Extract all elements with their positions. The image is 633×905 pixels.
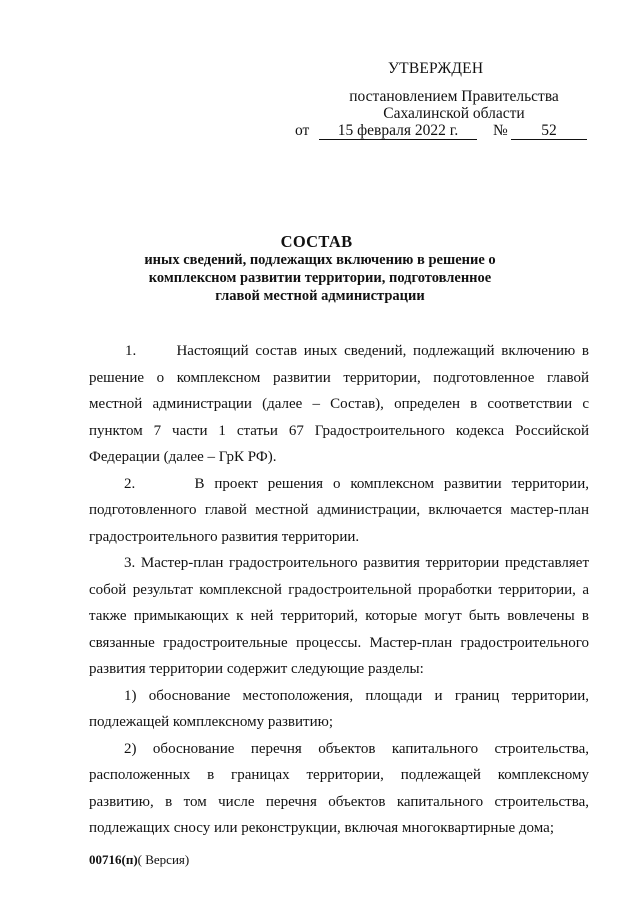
document-footer <box>89 852 189 868</box>
footer-code: 00716(п) <box>89 852 138 867</box>
approval-date: 15 февраля 2022 г. <box>319 122 477 140</box>
number-sign: № <box>493 122 508 139</box>
document-title: СОСТАВ <box>280 232 353 251</box>
approval-number: 52 <box>511 122 587 140</box>
date-prefix: от <box>295 122 310 139</box>
paragraph-3: 3. Мастер-план градостроительного развития территории представляет собой результат комплексной градостроительной проработки территории, а также примыкающих к ней территорий, которые могут быть вовлечены в связанные градостроительные процессы. Мастер-план градостроительного развития территории содержит следующие разделы: <box>89 555 589 677</box>
approval-issuer-line1: постановлением Правительства <box>349 88 559 105</box>
paragraph-3-item-1: 1) обоснование местоположения, площади и границ территории, подлежащей комплексному развитию; <box>89 687 589 730</box>
document-subtitle-line2: комплексном развитии территории, подготовленное <box>148 270 492 286</box>
paragraph-3-item-2: 2) обоснование перечня объектов капитального строительства, расположенных в границах территории, подлежащей комплексному развитию, в том числе перечня объектов капитального строительства, подлежащих сносу или реконструкции, включая многоквартирные дома; <box>89 740 589 836</box>
document-subtitle-line1: иных сведений, подлежащих включению в решение о <box>144 252 496 268</box>
document-subtitle-line3: главой местной администрации <box>215 288 425 304</box>
document-body <box>89 338 589 842</box>
approval-issuer-line2: Сахалинской области <box>383 105 525 122</box>
approval-title: УТВЕРЖДЕН <box>388 60 484 77</box>
approval-date-row <box>295 122 595 142</box>
paragraph-1: 1. Настоящий состав иных сведений, подлежащий включению в решение о комплексном развитии территории, подготовленное главой местной администрации (далее – Состав), определен в соответствии с пунктом 7 части 1 статьи 67 Градостроительного кодекса Российской Федерации (далее – ГрК РФ). <box>89 343 589 465</box>
footer-version: ( Версия) <box>137 852 190 867</box>
paragraph-2: 2. В проект решения о комплексном развитии территории, подготовленного главой местной администрации, включается мастер-план градостроительного развития территории. <box>89 475 589 545</box>
